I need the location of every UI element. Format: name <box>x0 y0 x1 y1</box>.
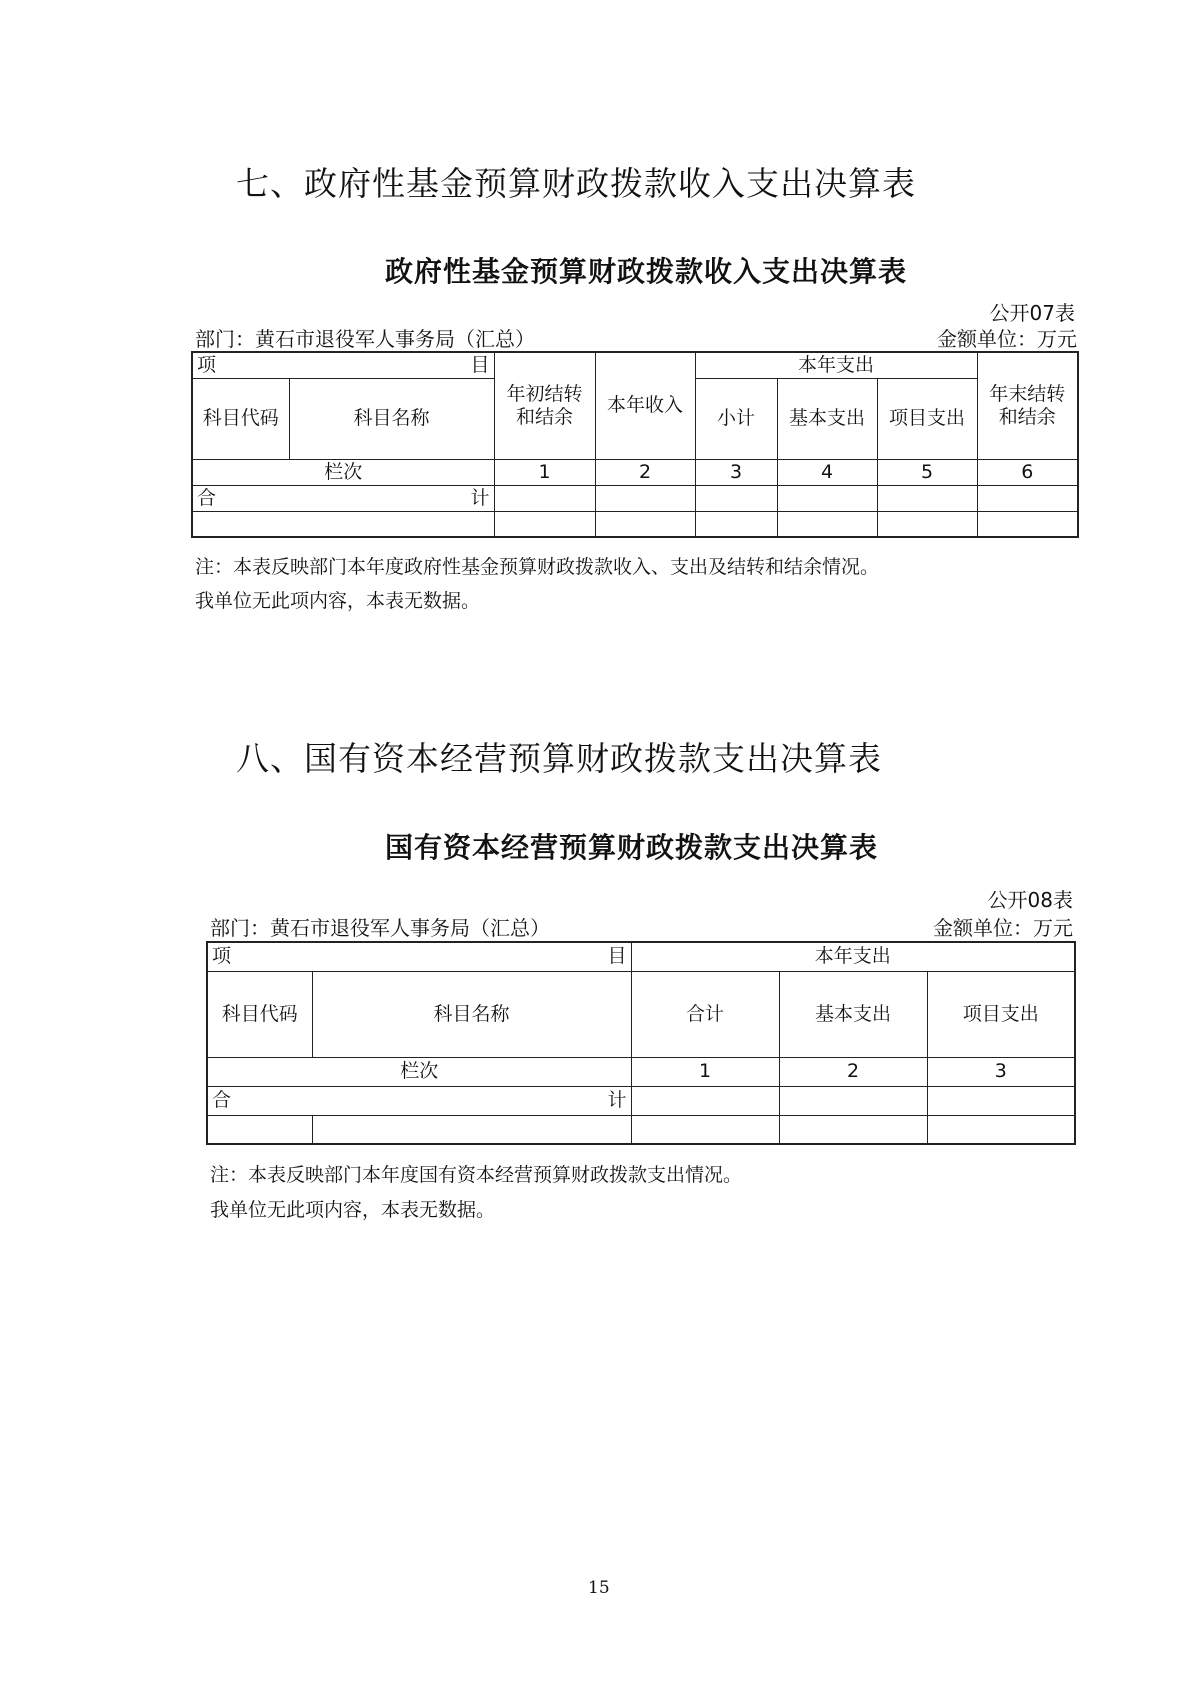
header-name: 科目名称 <box>289 378 494 459</box>
row-lanci-label: 栏次 <box>192 459 494 485</box>
section7-heading: 七、政府性基金预算财政拨款收入支出决算表 <box>236 164 916 203</box>
total-left: 合 <box>197 486 217 509</box>
lanci-num: 4 <box>777 459 877 485</box>
header-xiang: 项 <box>197 353 217 376</box>
table-cell <box>695 485 777 511</box>
table-cell <box>877 485 977 511</box>
header-col6: 年末结转和结余 <box>977 352 1078 459</box>
header-expense-group: 本年支出 <box>631 942 1075 971</box>
header-col1: 合计 <box>631 971 779 1057</box>
table-cell <box>695 511 777 537</box>
header-xiang-mu <box>207 942 631 971</box>
table-cell <box>494 485 595 511</box>
header-code: 科目代码 <box>192 378 289 459</box>
section8-unit: 金额单位：万元 <box>933 916 1073 940</box>
table-cell <box>494 511 595 537</box>
header-mu: 目 <box>607 945 627 968</box>
header-mu: 目 <box>470 353 490 376</box>
header-col5: 项目支出 <box>877 378 977 459</box>
section7-form-no: 公开07表 <box>989 301 1075 325</box>
table-cell <box>192 511 494 537</box>
table-cell <box>977 511 1078 537</box>
table-cell <box>207 1115 312 1144</box>
section8-form-no: 公开08表 <box>987 888 1073 912</box>
table-cell <box>877 511 977 537</box>
section8-dept: 部门：黄石市退役军人事务局（汇总） <box>210 916 550 940</box>
lanci-num: 2 <box>779 1057 927 1086</box>
header-xiang-mu <box>192 352 494 378</box>
table-cell <box>595 485 695 511</box>
lanci-num: 2 <box>595 459 695 485</box>
section8-note: 注：本表反映部门本年度国有资本经营预算财政拨款支出情况。 <box>210 1164 743 1186</box>
header-code: 科目代码 <box>207 971 312 1057</box>
lanci-num: 3 <box>695 459 777 485</box>
row-lanci-label: 栏次 <box>207 1057 631 1086</box>
table-cell <box>631 1086 779 1115</box>
page-number: 15 <box>588 1578 610 1598</box>
total-right: 计 <box>607 1089 627 1112</box>
table-cell <box>631 1115 779 1144</box>
section7-unit: 金额单位：万元 <box>937 327 1077 351</box>
header-xiang: 项 <box>212 945 232 968</box>
table-cell <box>777 511 877 537</box>
lanci-num: 3 <box>927 1057 1075 1086</box>
header-col3: 小计 <box>695 378 777 459</box>
section7-table <box>191 351 1079 538</box>
lanci-num: 5 <box>877 459 977 485</box>
header-name: 科目名称 <box>312 971 631 1057</box>
section8-note-nodata: 我单位无此项内容，本表无数据。 <box>210 1199 496 1221</box>
table-cell <box>779 1115 927 1144</box>
table-cell <box>779 1086 927 1115</box>
section8-heading: 八、国有资本经营预算财政拨款支出决算表 <box>236 739 882 778</box>
header-col2: 基本支出 <box>779 971 927 1057</box>
total-left: 合 <box>212 1089 232 1112</box>
section7-note-nodata: 我单位无此项内容，本表无数据。 <box>195 590 481 612</box>
table-cell <box>777 485 877 511</box>
lanci-num: 6 <box>977 459 1078 485</box>
section8-table-title: 国有资本经营预算财政拨款支出决算表 <box>385 831 879 864</box>
total-right: 计 <box>470 486 490 509</box>
header-col4: 基本支出 <box>777 378 877 459</box>
table-cell <box>595 511 695 537</box>
table-cell <box>927 1115 1075 1144</box>
table-cell <box>977 485 1078 511</box>
section7-note: 注：本表反映部门本年度政府性基金预算财政拨款收入、支出及结转和结余情况。 <box>195 556 880 578</box>
section8-table <box>206 941 1076 1145</box>
lanci-num: 1 <box>631 1057 779 1086</box>
row-total-label <box>207 1086 631 1115</box>
header-col3: 项目支出 <box>927 971 1075 1057</box>
section7-dept: 部门：黄石市退役军人事务局（汇总） <box>195 327 535 351</box>
header-expense-group: 本年支出 <box>695 352 977 378</box>
table-cell <box>312 1115 631 1144</box>
section7-table-title: 政府性基金预算财政拨款收入支出决算表 <box>385 255 908 288</box>
table-cell <box>927 1086 1075 1115</box>
header-col2: 本年收入 <box>595 352 695 459</box>
lanci-num: 1 <box>494 459 595 485</box>
header-col1: 年初结转和结余 <box>494 352 595 459</box>
row-total-label <box>192 485 494 511</box>
